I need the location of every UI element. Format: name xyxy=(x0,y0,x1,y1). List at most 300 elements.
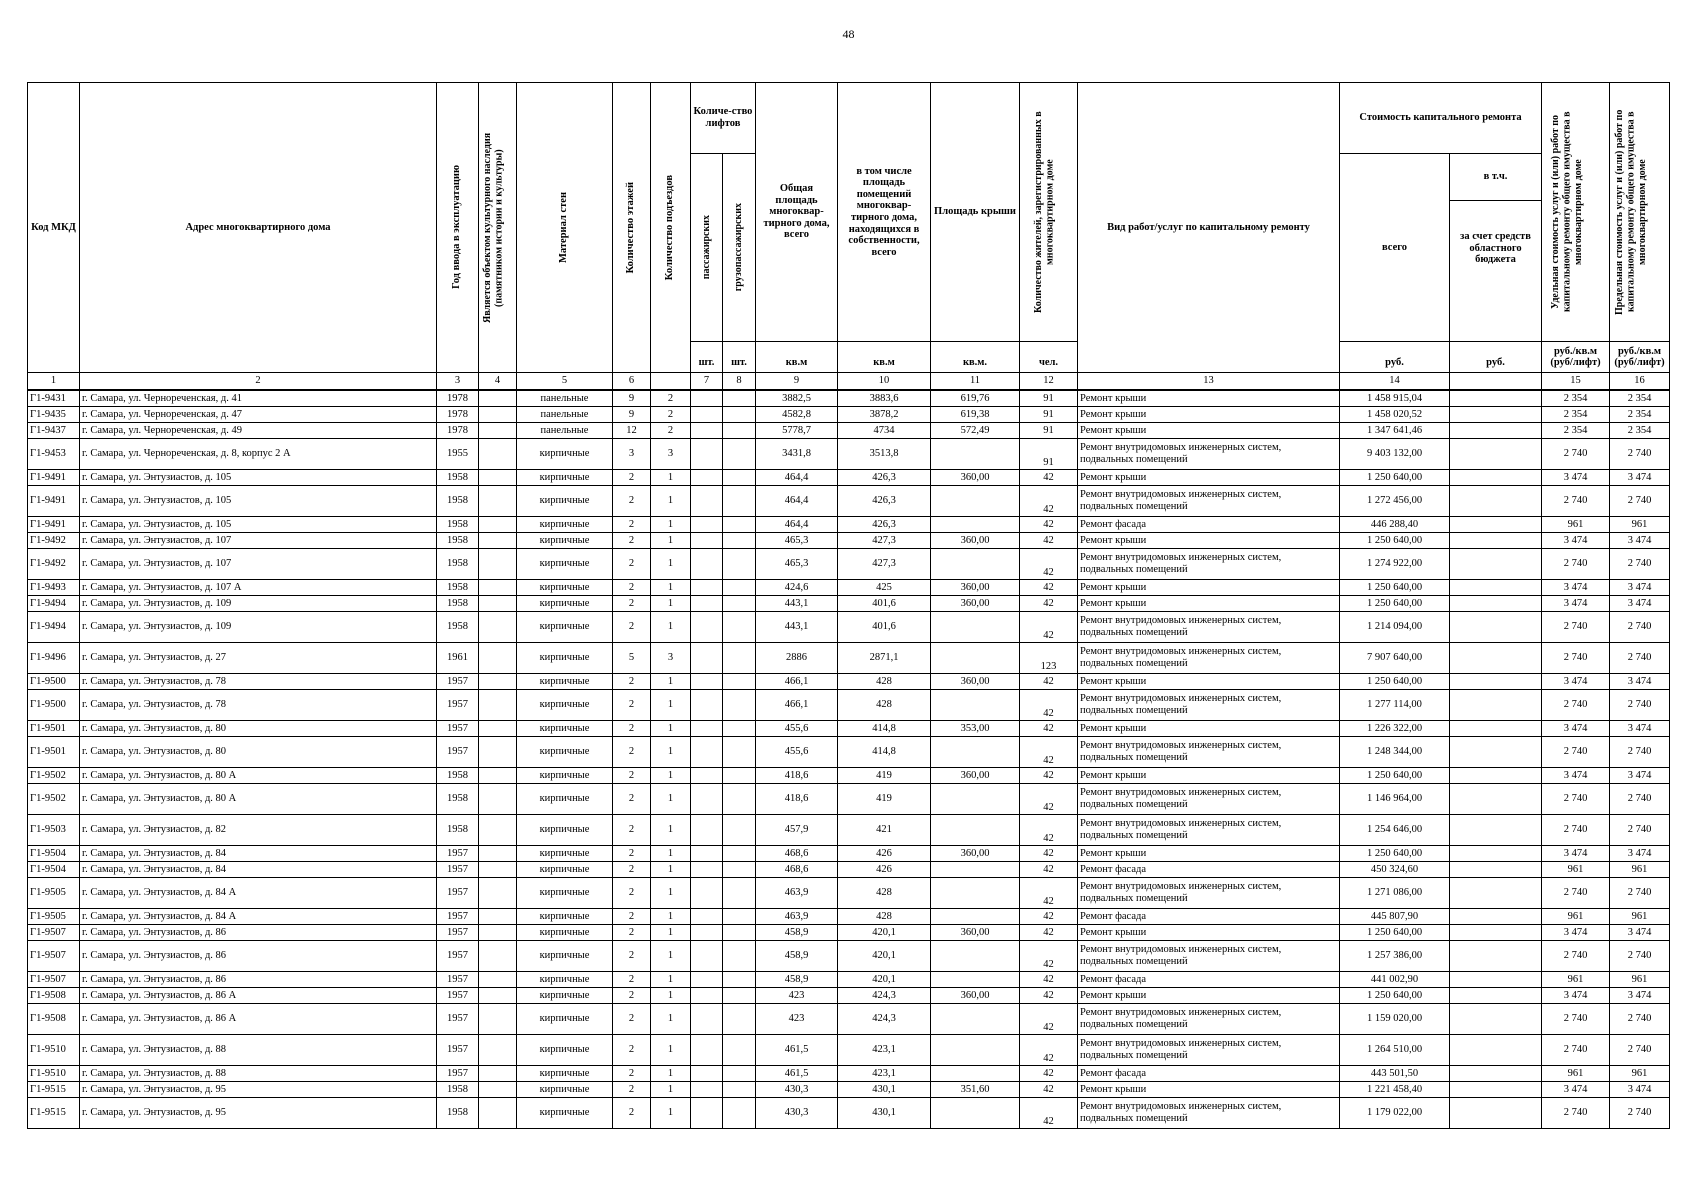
cell-address: г. Самара, ул. Энтузиастов, д. 86 xyxy=(80,941,437,972)
cell-lifts-passenger xyxy=(691,925,723,941)
cell-entrances: 1 xyxy=(651,674,691,690)
header-entrances-text: Количество подъездов xyxy=(664,174,676,281)
cell-cost-regional xyxy=(1450,439,1542,470)
cell-lifts-freight xyxy=(723,737,756,768)
cell-lifts-passenger xyxy=(691,549,723,580)
cell-total-area: 461,5 xyxy=(756,1066,838,1082)
cell-total-area: 418,6 xyxy=(756,784,838,815)
cell-year: 1958 xyxy=(437,533,479,549)
column-number: 10 xyxy=(838,373,931,391)
cell-floors: 2 xyxy=(613,862,651,878)
cell-heritage xyxy=(479,925,517,941)
cell-cost-regional xyxy=(1450,549,1542,580)
cell-lifts-freight xyxy=(723,768,756,784)
cell-address: г. Самара, ул. Энтузиастов, д. 80 xyxy=(80,737,437,768)
cell-cost-total: 1 277 114,00 xyxy=(1340,690,1450,721)
cell-year: 1957 xyxy=(437,1004,479,1035)
cell-lifts-passenger xyxy=(691,470,723,486)
cell-owned-area: 428 xyxy=(838,909,931,925)
cell-floors: 2 xyxy=(613,878,651,909)
header-lifts-group: Количе-ство лифтов xyxy=(691,83,756,154)
cell-max-cost: 2 354 xyxy=(1610,390,1670,407)
cell-roof-area xyxy=(931,737,1020,768)
cell-unit-cost: 2 354 xyxy=(1542,407,1610,423)
cell-floors: 2 xyxy=(613,1098,651,1129)
cell-address: г. Самара, ул. Чернореченская, д. 47 xyxy=(80,407,437,423)
cell-material: кирпичные xyxy=(517,690,613,721)
cell-residents: 42 xyxy=(1020,721,1078,737)
cell-entrances: 1 xyxy=(651,988,691,1004)
unit-lifts-passenger: шт. xyxy=(691,342,723,373)
cell-cost-regional xyxy=(1450,1082,1542,1098)
cell-residents: 42 xyxy=(1020,846,1078,862)
cell-cost-total: 441 002,90 xyxy=(1340,972,1450,988)
cell-total-area: 455,6 xyxy=(756,721,838,737)
cell-total-area: 443,1 xyxy=(756,612,838,643)
cell-material: кирпичные xyxy=(517,878,613,909)
table-row xyxy=(28,815,1670,846)
cell-residents: 91 xyxy=(1020,423,1078,439)
cell-owned-area: 426,3 xyxy=(838,470,931,486)
cell-lifts-freight xyxy=(723,909,756,925)
cell-floors: 2 xyxy=(613,925,651,941)
cell-cost-total: 1 250 640,00 xyxy=(1340,988,1450,1004)
cell-unit-cost: 2 740 xyxy=(1542,690,1610,721)
cell-residents: 42 xyxy=(1020,533,1078,549)
column-number: 3 xyxy=(437,373,479,391)
cell-max-cost: 2 740 xyxy=(1610,1035,1670,1066)
cell-roof-area xyxy=(931,517,1020,533)
cell-max-cost: 2 740 xyxy=(1610,549,1670,580)
cell-lifts-passenger xyxy=(691,439,723,470)
cell-floors: 2 xyxy=(613,1004,651,1035)
cell-lifts-passenger xyxy=(691,784,723,815)
cell-address: г. Самара, ул. Энтузиастов, д. 107 xyxy=(80,549,437,580)
header-residents xyxy=(1020,83,1078,342)
cell-owned-area: 425 xyxy=(838,580,931,596)
cell-year: 1957 xyxy=(437,674,479,690)
cell-heritage xyxy=(479,1066,517,1082)
cell-address: г. Самара, ул. Энтузиастов, д. 84 А xyxy=(80,878,437,909)
cell-lifts-freight xyxy=(723,1004,756,1035)
cell-address: г. Самара, ул. Энтузиастов, д. 84 xyxy=(80,846,437,862)
cell-cost-regional xyxy=(1450,390,1542,407)
cell-code: Г1-9515 xyxy=(28,1098,80,1129)
header-work-type: Вид работ/услуг по капитальному ремонту xyxy=(1078,83,1340,373)
cell-unit-cost: 961 xyxy=(1542,972,1610,988)
cell-owned-area: 423,1 xyxy=(838,1035,931,1066)
cell-year: 1958 xyxy=(437,815,479,846)
cell-code: Г1-9491 xyxy=(28,486,80,517)
cell-material: кирпичные xyxy=(517,1035,613,1066)
cell-roof-area xyxy=(931,1066,1020,1082)
cell-year: 1955 xyxy=(437,439,479,470)
header-cost-incl-block xyxy=(1450,154,1542,342)
cell-lifts-passenger xyxy=(691,737,723,768)
cell-address: г. Самара, ул. Энтузиастов, д. 80 А xyxy=(80,784,437,815)
cell-max-cost: 2 740 xyxy=(1610,643,1670,674)
cell-lifts-passenger xyxy=(691,533,723,549)
cell-cost-total: 1 347 641,46 xyxy=(1340,423,1450,439)
cell-unit-cost: 2 740 xyxy=(1542,612,1610,643)
cell-lifts-freight xyxy=(723,596,756,612)
cell-floors: 2 xyxy=(613,784,651,815)
column-number: 2 xyxy=(80,373,437,391)
cell-year: 1957 xyxy=(437,690,479,721)
cell-floors: 2 xyxy=(613,721,651,737)
cell-unit-cost: 3 474 xyxy=(1542,846,1610,862)
cell-max-cost: 961 xyxy=(1610,909,1670,925)
cell-material: кирпичные xyxy=(517,1082,613,1098)
header-lifts-passenger xyxy=(691,154,723,342)
cell-lifts-passenger xyxy=(691,1098,723,1129)
cell-unit-cost: 3 474 xyxy=(1542,1082,1610,1098)
cell-address: г. Самара, ул. Энтузиастов, д. 107 xyxy=(80,533,437,549)
cell-cost-total: 7 907 640,00 xyxy=(1340,643,1450,674)
cell-material: кирпичные xyxy=(517,721,613,737)
header-entrances xyxy=(651,83,691,373)
cell-max-cost: 2 740 xyxy=(1610,815,1670,846)
unit-roof-area: кв.м. xyxy=(931,342,1020,373)
header-max-cost-text: Предельная стоимость услуг и (или) работ по капитальному ремонту общего имущества в многоквартирном доме xyxy=(1613,109,1648,315)
cell-material: панельные xyxy=(517,423,613,439)
cell-unit-cost: 2 740 xyxy=(1542,878,1610,909)
cell-max-cost: 2 740 xyxy=(1610,878,1670,909)
cell-work-type: Ремонт фасада xyxy=(1078,972,1340,988)
cell-lifts-passenger xyxy=(691,423,723,439)
cell-year: 1957 xyxy=(437,846,479,862)
cell-max-cost: 3 474 xyxy=(1610,988,1670,1004)
table-row xyxy=(28,784,1670,815)
cell-cost-regional xyxy=(1450,1066,1542,1082)
cell-entrances: 1 xyxy=(651,909,691,925)
cell-cost-total: 1 250 640,00 xyxy=(1340,596,1450,612)
cell-cost-regional xyxy=(1450,674,1542,690)
cell-code: Г1-9494 xyxy=(28,596,80,612)
header-cost-regional: за счет средств областного бюджета xyxy=(1460,231,1531,266)
cell-material: панельные xyxy=(517,407,613,423)
cell-heritage xyxy=(479,423,517,439)
cell-residents: 91 xyxy=(1020,390,1078,407)
cell-year: 1957 xyxy=(437,1066,479,1082)
cell-material: кирпичные xyxy=(517,674,613,690)
cell-roof-area xyxy=(931,643,1020,674)
cell-max-cost: 2 354 xyxy=(1610,423,1670,439)
cell-entrances: 1 xyxy=(651,690,691,721)
cell-code: Г1-9510 xyxy=(28,1066,80,1082)
cell-work-type: Ремонт фасада xyxy=(1078,862,1340,878)
cell-unit-cost: 2 740 xyxy=(1542,439,1610,470)
cell-code: Г1-9507 xyxy=(28,972,80,988)
cell-owned-area: 426,3 xyxy=(838,517,931,533)
header-cost-group: Стоимость капитального ремонта xyxy=(1340,83,1542,154)
cell-roof-area xyxy=(931,878,1020,909)
cell-floors: 2 xyxy=(613,690,651,721)
cell-max-cost: 3 474 xyxy=(1610,533,1670,549)
cell-code: Г1-9504 xyxy=(28,862,80,878)
cell-unit-cost: 961 xyxy=(1542,862,1610,878)
cell-work-type: Ремонт внутридомовых инженерных систем, подвальных помещений xyxy=(1078,878,1340,909)
cell-unit-cost: 961 xyxy=(1542,1066,1610,1082)
cell-work-type: Ремонт внутридомовых инженерных систем, подвальных помещений xyxy=(1078,643,1340,674)
cell-unit-cost: 2 740 xyxy=(1542,549,1610,580)
cell-material: кирпичные xyxy=(517,815,613,846)
cell-heritage xyxy=(479,737,517,768)
cell-floors: 2 xyxy=(613,612,651,643)
cell-floors: 9 xyxy=(613,407,651,423)
cell-roof-area: 360,00 xyxy=(931,988,1020,1004)
cell-cost-regional xyxy=(1450,878,1542,909)
cell-owned-area: 428 xyxy=(838,878,931,909)
cell-unit-cost: 3 474 xyxy=(1542,674,1610,690)
cell-cost-regional xyxy=(1450,988,1542,1004)
cell-max-cost: 961 xyxy=(1610,1066,1670,1082)
cell-heritage xyxy=(479,909,517,925)
cell-lifts-freight xyxy=(723,470,756,486)
cell-max-cost: 3 474 xyxy=(1610,721,1670,737)
cell-total-area: 430,3 xyxy=(756,1082,838,1098)
cell-work-type: Ремонт крыши xyxy=(1078,768,1340,784)
cell-lifts-freight xyxy=(723,439,756,470)
cell-entrances: 1 xyxy=(651,862,691,878)
header-year-text: Год ввода в эксплуатацию xyxy=(451,165,463,290)
table-row xyxy=(28,862,1670,878)
cell-roof-area: 360,00 xyxy=(931,846,1020,862)
table-row xyxy=(28,925,1670,941)
cell-code: Г1-9492 xyxy=(28,549,80,580)
cell-lifts-passenger xyxy=(691,580,723,596)
cell-year: 1957 xyxy=(437,925,479,941)
cell-lifts-freight xyxy=(723,690,756,721)
cell-heritage xyxy=(479,596,517,612)
cell-heritage xyxy=(479,486,517,517)
cell-lifts-freight xyxy=(723,1082,756,1098)
cell-floors: 2 xyxy=(613,517,651,533)
cell-year: 1978 xyxy=(437,407,479,423)
cell-max-cost: 3 474 xyxy=(1610,580,1670,596)
cell-lifts-passenger xyxy=(691,909,723,925)
cell-lifts-freight xyxy=(723,862,756,878)
cell-owned-area: 401,6 xyxy=(838,596,931,612)
cell-cost-total: 1 257 386,00 xyxy=(1340,941,1450,972)
cell-lifts-passenger xyxy=(691,1082,723,1098)
cell-lifts-freight xyxy=(723,486,756,517)
table-row xyxy=(28,768,1670,784)
cell-work-type: Ремонт крыши xyxy=(1078,423,1340,439)
cell-cost-regional xyxy=(1450,596,1542,612)
cell-work-type: Ремонт крыши xyxy=(1078,596,1340,612)
cell-year: 1958 xyxy=(437,1098,479,1129)
header-owned-area: в том числе площадь помещений многоквар-тирного дома, находящихся в собственности, всего xyxy=(838,83,931,342)
cell-max-cost: 2 354 xyxy=(1610,407,1670,423)
cell-floors: 2 xyxy=(613,596,651,612)
column-number: 1 xyxy=(28,373,80,391)
cell-cost-total: 1 221 458,40 xyxy=(1340,1082,1450,1098)
cell-year: 1957 xyxy=(437,909,479,925)
cell-cost-total: 1 250 640,00 xyxy=(1340,470,1450,486)
cell-total-area: 2886 xyxy=(756,643,838,674)
cell-owned-area: 424,3 xyxy=(838,988,931,1004)
cell-material: кирпичные xyxy=(517,439,613,470)
cell-address: г. Самара, ул. Энтузиастов, д. 84 xyxy=(80,862,437,878)
cell-address: г. Самара, ул. Чернореченская, д. 8, корпус 2 А xyxy=(80,439,437,470)
cell-floors: 2 xyxy=(613,1082,651,1098)
cell-year: 1957 xyxy=(437,1035,479,1066)
cell-roof-area: 360,00 xyxy=(931,925,1020,941)
cell-cost-regional xyxy=(1450,737,1542,768)
cell-roof-area xyxy=(931,909,1020,925)
cell-material: кирпичные xyxy=(517,925,613,941)
table-row xyxy=(28,1004,1670,1035)
cell-code: Г1-9493 xyxy=(28,580,80,596)
column-number: 11 xyxy=(931,373,1020,391)
cell-work-type: Ремонт крыши xyxy=(1078,846,1340,862)
cell-code: Г1-9503 xyxy=(28,815,80,846)
cell-material: кирпичные xyxy=(517,909,613,925)
cell-work-type: Ремонт крыши xyxy=(1078,925,1340,941)
cell-total-area: 464,4 xyxy=(756,486,838,517)
cell-entrances: 1 xyxy=(651,846,691,862)
cell-entrances: 2 xyxy=(651,390,691,407)
unit-owned-area: кв.м xyxy=(838,342,931,373)
cell-residents: 42 xyxy=(1020,1066,1078,1082)
cell-address: г. Самара, ул. Чернореченская, д. 49 xyxy=(80,423,437,439)
cell-total-area: 458,9 xyxy=(756,925,838,941)
column-number: 8 xyxy=(723,373,756,391)
cell-lifts-freight xyxy=(723,784,756,815)
cell-address: г. Самара, ул. Энтузиастов, д. 107 А xyxy=(80,580,437,596)
cell-material: кирпичные xyxy=(517,1098,613,1129)
cell-address: г. Самара, ул. Энтузиастов, д. 105 xyxy=(80,470,437,486)
cell-max-cost: 3 474 xyxy=(1610,596,1670,612)
cell-year: 1958 xyxy=(437,768,479,784)
cell-work-type: Ремонт внутридомовых инженерных систем, подвальных помещений xyxy=(1078,1098,1340,1129)
cell-unit-cost: 961 xyxy=(1542,909,1610,925)
unit-max-cost: руб./кв.м (руб/лифт) xyxy=(1610,342,1670,373)
cell-heritage xyxy=(479,768,517,784)
cell-work-type: Ремонт фасада xyxy=(1078,517,1340,533)
cell-material: кирпичные xyxy=(517,596,613,612)
cell-cost-regional xyxy=(1450,486,1542,517)
cell-roof-area xyxy=(931,549,1020,580)
column-number: 16 xyxy=(1610,373,1670,391)
cell-year: 1958 xyxy=(437,549,479,580)
header-floors xyxy=(613,83,651,373)
cell-cost-regional xyxy=(1450,407,1542,423)
cell-address: г. Самара, ул. Энтузиастов, д. 78 xyxy=(80,674,437,690)
table-row xyxy=(28,470,1670,486)
cell-lifts-passenger xyxy=(691,815,723,846)
cell-cost-regional xyxy=(1450,517,1542,533)
cell-address: г. Самара, ул. Энтузиастов, д. 80 xyxy=(80,721,437,737)
cell-address: г. Самара, ул. Энтузиастов, д. 86 xyxy=(80,925,437,941)
column-number: 7 xyxy=(691,373,723,391)
cell-owned-area: 420,1 xyxy=(838,941,931,972)
cell-heritage xyxy=(479,549,517,580)
cell-unit-cost: 2 740 xyxy=(1542,486,1610,517)
cell-material: кирпичные xyxy=(517,862,613,878)
cell-heritage xyxy=(479,878,517,909)
cell-owned-area: 420,1 xyxy=(838,925,931,941)
cell-address: г. Самара, ул. Энтузиастов, д. 105 xyxy=(80,517,437,533)
header-lifts-freight-text: грузопассажирских xyxy=(733,203,745,292)
cell-roof-area xyxy=(931,941,1020,972)
cell-work-type: Ремонт внутридомовых инженерных систем, подвальных помещений xyxy=(1078,612,1340,643)
cell-owned-area: 4734 xyxy=(838,423,931,439)
cell-owned-area: 428 xyxy=(838,674,931,690)
cell-code: Г1-9437 xyxy=(28,423,80,439)
cell-year: 1957 xyxy=(437,862,479,878)
cell-owned-area: 3513,8 xyxy=(838,439,931,470)
cell-work-type: Ремонт внутридомовых инженерных систем, подвальных помещений xyxy=(1078,1004,1340,1035)
cell-material: кирпичные xyxy=(517,612,613,643)
cell-code: Г1-9515 xyxy=(28,1082,80,1098)
cell-year: 1957 xyxy=(437,988,479,1004)
cell-heritage xyxy=(479,674,517,690)
cell-total-area: 466,1 xyxy=(756,674,838,690)
cell-unit-cost: 2 740 xyxy=(1542,643,1610,674)
cell-address: г. Самара, ул. Энтузиастов, д. 82 xyxy=(80,815,437,846)
cell-cost-total: 1 264 510,00 xyxy=(1340,1035,1450,1066)
cell-max-cost: 3 474 xyxy=(1610,1082,1670,1098)
header-lifts-passenger-text: пассажирских xyxy=(700,215,712,280)
table-row xyxy=(28,941,1670,972)
unit-residents: чел. xyxy=(1020,342,1078,373)
cell-owned-area: 423,1 xyxy=(838,1066,931,1082)
cell-owned-area: 426 xyxy=(838,846,931,862)
cell-residents: 42 xyxy=(1020,972,1078,988)
cell-cost-regional xyxy=(1450,533,1542,549)
cell-roof-area: 353,00 xyxy=(931,721,1020,737)
cell-address: г. Самара, ул. Энтузиастов, д. 78 xyxy=(80,690,437,721)
cell-unit-cost: 3 474 xyxy=(1542,533,1610,549)
cell-max-cost: 3 474 xyxy=(1610,674,1670,690)
cell-year: 1958 xyxy=(437,517,479,533)
cell-cost-regional xyxy=(1450,643,1542,674)
cell-residents: 42 xyxy=(1020,862,1078,878)
cell-cost-regional xyxy=(1450,1098,1542,1129)
cell-cost-total: 1 274 922,00 xyxy=(1340,549,1450,580)
cell-residents: 42 xyxy=(1020,580,1078,596)
cell-total-area: 466,1 xyxy=(756,690,838,721)
cell-lifts-passenger xyxy=(691,596,723,612)
cell-cost-regional xyxy=(1450,470,1542,486)
cell-max-cost: 961 xyxy=(1610,862,1670,878)
cell-work-type: Ремонт внутридомовых инженерных систем, подвальных помещений xyxy=(1078,737,1340,768)
cell-max-cost: 3 474 xyxy=(1610,925,1670,941)
cell-address: г. Самара, ул. Энтузиастов, д. 27 xyxy=(80,643,437,674)
cell-material: кирпичные xyxy=(517,784,613,815)
cell-cost-regional xyxy=(1450,909,1542,925)
cell-work-type: Ремонт крыши xyxy=(1078,407,1340,423)
table-row xyxy=(28,721,1670,737)
header-max-cost xyxy=(1610,83,1670,342)
table-row xyxy=(28,674,1670,690)
cell-address: г. Самара, ул. Энтузиастов, д. 88 xyxy=(80,1035,437,1066)
cell-total-area: 457,9 xyxy=(756,815,838,846)
cell-owned-area: 419 xyxy=(838,768,931,784)
cell-material: кирпичные xyxy=(517,988,613,1004)
cell-lifts-passenger xyxy=(691,407,723,423)
cell-year: 1957 xyxy=(437,941,479,972)
header-floors-text: Количество этажей xyxy=(625,181,637,274)
cell-code: Г1-9508 xyxy=(28,988,80,1004)
cell-lifts-passenger xyxy=(691,486,723,517)
cell-total-area: 423 xyxy=(756,988,838,1004)
cell-residents: 42 xyxy=(1020,612,1078,643)
cell-total-area: 468,6 xyxy=(756,862,838,878)
cell-total-area: 3882,5 xyxy=(756,390,838,407)
